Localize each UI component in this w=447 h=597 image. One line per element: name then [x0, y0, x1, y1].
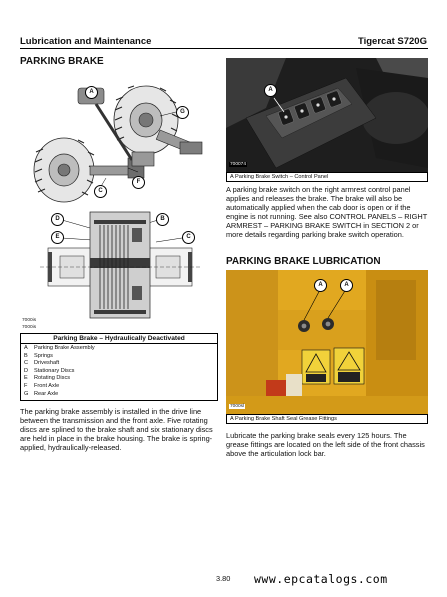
legend-item — [24, 353, 214, 361]
legend-label: Stationary Discs — [34, 367, 75, 374]
callout-f: F — [132, 176, 145, 189]
legend-key: F — [24, 382, 28, 389]
legend-item — [24, 360, 214, 368]
brake-cross-section-drawing — [40, 212, 200, 318]
photo1-id: 700074 — [230, 162, 247, 167]
legend-key: G — [24, 390, 29, 397]
legend-key: E — [24, 375, 28, 382]
callout-a: A — [85, 86, 98, 99]
legend-item — [24, 375, 214, 383]
watermark-text: www.epcatalogs.com — [254, 572, 388, 586]
photo2-id: 7000sl — [230, 404, 245, 409]
legend-list — [21, 344, 217, 399]
callout-e: E — [51, 231, 64, 244]
control-panel-photo — [226, 58, 428, 172]
grease-fittings-photo — [226, 270, 428, 414]
photo2-caption: A Parking Brake Shaft Seal Grease Fittings — [226, 414, 428, 424]
legend-item — [24, 368, 214, 376]
grease-fittings-drawing — [226, 270, 428, 414]
photo1-callout-a: A — [264, 84, 277, 97]
parking-brake-heading: PARKING BRAKE — [20, 56, 104, 67]
legend-item — [24, 391, 214, 399]
page-number: 3.80 — [216, 574, 231, 583]
parking-brake-description: The parking brake assembly is installed in the drive line between the transmission and the front axle. Five rotating discs are splined to the brake shaft and six stationary discs are held in place in the brake housing. The brake is spring-applied, hydraulically-released. — [20, 407, 213, 452]
legend-key: A — [24, 345, 28, 351]
legend-label: Front Axle — [34, 382, 60, 389]
figure-id-2: 7000is — [22, 325, 37, 330]
legend-label: Parking Brake Assembly — [34, 345, 95, 351]
callout-g: G — [176, 106, 189, 119]
callout-c: C — [94, 185, 107, 198]
legend-item — [24, 383, 214, 391]
parking-brake-lubrication-heading: PARKING BRAKE LUBRICATION — [226, 256, 381, 267]
control-panel-drawing — [226, 58, 428, 172]
legend-label: Driveshaft — [34, 360, 60, 367]
header-model-name: Tigercat S720G — [357, 36, 427, 47]
legend-key: B — [24, 352, 28, 359]
legend-key: C — [24, 360, 29, 367]
legend-box — [20, 333, 218, 401]
legend-item — [24, 345, 214, 353]
legend-label: Rotating Discs — [34, 375, 71, 382]
parking-brake-switch-description: A parking brake switch on the right armrest control panel applies and releases the brake. The brake will also be automatically applied when the cab door is open or if the engine is not running. See also CONTROL PANELS – RIGHT ARMREST – PARKING BRAKE SWITCH in SECTION 2 or more details regarding parking brake switch operation. — [226, 185, 428, 239]
rear-axle-tire-drawing — [114, 86, 202, 154]
photo1-caption: A Parking Brake Switch – Control Panel — [226, 172, 428, 182]
photo2-callout-a-right: A — [340, 279, 353, 292]
legend-title: Parking Brake – Hydraulically Deactivated — [21, 334, 217, 344]
header-section-title: Lubrication and Maintenance — [20, 36, 152, 47]
figure-id-1: 7000is — [22, 318, 37, 323]
header-rule — [20, 48, 428, 49]
callout-c-lower: C — [182, 231, 195, 244]
parking-brake-illustration — [20, 70, 218, 332]
legend-label: Springs — [34, 352, 53, 359]
legend-key: D — [24, 367, 29, 374]
photo2-callout-a-left: A — [314, 279, 327, 292]
lubrication-description: Lubricate the parking brake seals every 125 hours. The grease fittings are located on the left side of the front chassis above the articulation lock bar. — [226, 431, 425, 458]
callout-d: D — [51, 213, 64, 226]
legend-label: Rear Axle — [34, 390, 59, 397]
callout-b: B — [156, 213, 169, 226]
